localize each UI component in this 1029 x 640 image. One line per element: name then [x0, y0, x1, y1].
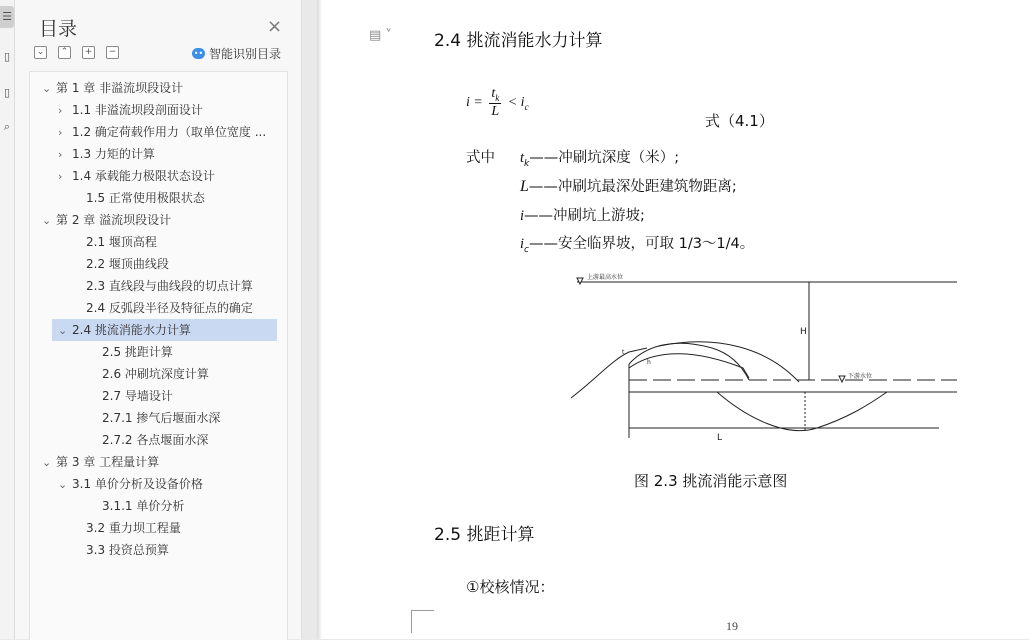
bookmark-icon[interactable]: ▯	[3, 86, 11, 99]
icon-rail	[0, 0, 15, 639]
toc-item[interactable]	[30, 385, 277, 407]
formula-num: t	[491, 86, 496, 101]
toc-item[interactable]	[30, 297, 277, 319]
search-icon[interactable]: ⌕	[3, 120, 11, 133]
list-icon[interactable]: ☰	[0, 6, 14, 28]
toc-item[interactable]	[30, 451, 277, 473]
ski-jump-figure	[567, 268, 967, 448]
page-shadow	[317, 0, 322, 639]
smart-toc-label: 智能识别目录	[209, 47, 282, 61]
formula-fraction	[489, 86, 501, 120]
collapse-all-icon[interactable]: ⌄	[34, 46, 47, 59]
toc-item-label: 1.5 正常使用极限状态	[86, 191, 205, 205]
chevron-down-icon[interactable]: ⌄	[42, 456, 52, 469]
definition-line	[520, 232, 754, 255]
toc-item[interactable]	[30, 517, 277, 539]
formula-den: L	[491, 103, 500, 119]
toc-item-label: 2.3 直线段与曲线段的切点计算	[86, 279, 253, 293]
def-sub: c	[524, 244, 529, 255]
label-h: h	[647, 359, 651, 366]
chevron-down-icon[interactable]: ⌄	[42, 82, 52, 95]
toc-item[interactable]	[30, 495, 277, 517]
toc-item-label: 1.1 非溢流坝段剖面设计	[72, 103, 203, 117]
document-icon[interactable]: ▯	[3, 50, 11, 63]
toc-item-label: 2.1 堰顶高程	[86, 235, 157, 249]
definition-line	[520, 146, 679, 169]
toc-item-label: 1.3 力矩的计算	[72, 147, 155, 161]
page-number: 19	[726, 619, 738, 633]
toc-item[interactable]	[30, 473, 277, 495]
toc-item-label: 2.6 冲刷坑深度计算	[102, 367, 209, 381]
page-options-icon[interactable]: ▤ ˅	[369, 28, 392, 43]
chevron-down-icon[interactable]: ⌄	[42, 214, 52, 227]
toc-item-label: 3.3 投资总预算	[86, 543, 169, 557]
toc-item[interactable]	[30, 187, 277, 209]
downstream-water-marker	[839, 376, 845, 382]
toc-item[interactable]	[30, 363, 277, 385]
upstream-label: 上游最高水位	[587, 274, 624, 281]
toc-item-label: 第 3 章 工程量计算	[56, 455, 160, 469]
heading-2-4: 2.4 挑流消能水力计算	[434, 31, 603, 51]
toc-item-label: 2.4 挑流消能水力计算	[72, 323, 191, 337]
toc-item-label: 3.2 重力坝工程量	[86, 521, 181, 535]
toc-item[interactable]	[30, 99, 277, 121]
toc-panel	[15, 0, 302, 639]
label-L: L	[717, 433, 723, 443]
toc-title: 目录	[39, 18, 78, 40]
remove-heading-icon[interactable]: −	[106, 46, 119, 59]
formula-rhs: < i	[507, 95, 525, 111]
def-text: ——冲刷坑上游坡;	[524, 208, 645, 224]
formula	[466, 86, 529, 120]
toc-item[interactable]	[30, 143, 277, 165]
label-H: H	[800, 327, 807, 337]
figure-caption: 图 2.3 挑流消能示意图	[634, 472, 788, 490]
label-t: t	[622, 349, 625, 356]
chevron-down-icon[interactable]: ⌄	[58, 324, 68, 337]
toc-item-label: 1.4 承载能力极限状态设计	[72, 169, 215, 183]
toc-item-label: 2.5 挑距计算	[102, 345, 173, 359]
toc-item[interactable]	[30, 77, 277, 99]
toc-item-label: 2.4 反弧段半径及特征点的确定	[86, 301, 253, 315]
equation-number: 式（4.1）	[705, 112, 774, 130]
chevron-down-icon[interactable]: ⌄	[58, 478, 68, 491]
def-symbol: t	[520, 150, 525, 166]
def-symbol: L	[520, 178, 529, 195]
def-text: ——冲刷坑深度（米）;	[529, 150, 680, 166]
def-symbol: i	[520, 208, 525, 224]
upstream-water-marker	[577, 278, 583, 284]
scour-hole	[717, 392, 887, 431]
toc-item[interactable]	[30, 231, 277, 253]
toc-item[interactable]	[52, 319, 277, 341]
def-sub: k	[524, 158, 530, 169]
toc-item[interactable]	[30, 253, 277, 275]
def-symbol: i	[520, 236, 525, 252]
formula-rhs-sub: c	[524, 101, 529, 112]
toc-item-label: 2.7.2 各点堰面水深	[102, 433, 209, 447]
chevron-right-icon[interactable]: ›	[58, 104, 63, 117]
toc-list	[29, 71, 288, 640]
chevron-right-icon[interactable]: ›	[58, 148, 63, 161]
toc-item-label: 第 1 章 非溢流坝段设计	[56, 81, 184, 95]
formula-lhs: i =	[466, 95, 483, 111]
ai-icon: ••	[193, 49, 204, 58]
definition-line	[520, 175, 737, 196]
where-label: 式中	[466, 150, 495, 166]
toc-item-label: 2.2 堰顶曲线段	[86, 257, 169, 271]
toc-item[interactable]	[30, 429, 277, 451]
outer-jet	[659, 342, 799, 382]
toc-item-label: 3.1.1 单价分析	[102, 499, 185, 513]
toc-item-label: 第 2 章 溢流坝段设计	[56, 213, 172, 227]
expand-all-icon[interactable]: ⌃	[58, 46, 71, 59]
page-corner-mark	[411, 610, 434, 633]
chevron-right-icon[interactable]: ›	[58, 170, 63, 183]
toc-item[interactable]	[30, 165, 277, 187]
close-icon[interactable]: ×	[267, 16, 283, 37]
toc-item-label: 2.7 导墙设计	[102, 389, 173, 403]
smart-toc-button[interactable]	[192, 45, 281, 62]
downstream-label: 下游水位	[848, 373, 873, 380]
toc-item[interactable]	[30, 407, 277, 429]
toc-item[interactable]	[30, 341, 277, 363]
check-case: ①校核情况：	[466, 578, 555, 596]
definition-line	[520, 204, 645, 225]
heading-2-5: 2.5 挑距计算	[434, 525, 535, 545]
toc-item-label: 3.1 单价分析及设备价格	[72, 477, 203, 491]
chevron-right-icon[interactable]: ›	[58, 126, 63, 139]
toc-item[interactable]	[30, 275, 277, 297]
toc-item-label: 1.2 确定荷载作用力（取单位宽度 ...	[72, 125, 267, 139]
toc-item[interactable]	[30, 121, 277, 143]
def-text: ——冲刷坑最深处距建筑物距离;	[528, 179, 737, 195]
def-text: ——安全临界坡，可取 1/3～1/4。	[528, 236, 755, 252]
toc-item[interactable]	[30, 539, 277, 561]
spillway-face	[571, 348, 647, 398]
document-page	[317, 0, 1029, 639]
toc-item[interactable]	[30, 209, 277, 231]
add-heading-icon[interactable]: +	[82, 46, 95, 59]
formula-num-sub: k	[495, 92, 500, 103]
toc-item-label: 2.7.1 掺气后堰面水深	[102, 411, 221, 425]
